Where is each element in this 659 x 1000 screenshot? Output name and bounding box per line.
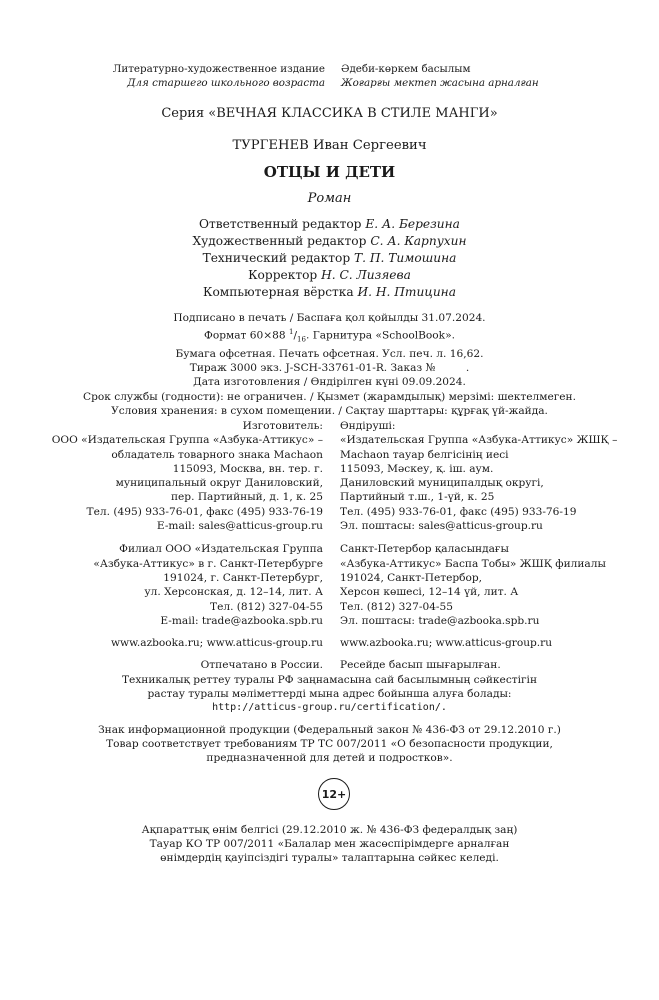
address-line: муниципальный округ Даниловский, — [115, 477, 323, 490]
info-product-ru — [0, 723, 659, 766]
info-line: өнімдердің қауіпсіздігі туралы» талаптарына сәйкес келеді. — [160, 852, 499, 865]
credit-line — [0, 250, 659, 267]
credit-line — [0, 284, 659, 301]
age-rating-badge: 12+ — [318, 778, 350, 810]
credit-line — [0, 216, 659, 233]
storage-conditions: Условия хранения: в сухом помещении. / Сақтау шарттары: құрғақ үй-жайда. — [111, 404, 548, 417]
printed-in-kz: Ресейде басып шығарылған. — [340, 659, 501, 672]
edition-type-kz: Әдеби-көркем басылым — [341, 63, 471, 75]
print-run-line: Тираж 3000 экз. J-SCH-33761-01-R. Заказ № . — [189, 362, 470, 375]
address-line: Херсон көшесі, 12–14 үй, лит. А — [340, 586, 519, 599]
book-title: ОТЦЫ И ДЕТИ — [263, 163, 396, 181]
manufacturer-kz — [332, 419, 659, 533]
address-line: Филиал ООО «Издательская Группа — [119, 543, 323, 556]
address-line: ул. Херсонская, д. 12–14, лит. А — [144, 586, 323, 599]
typeface-text: . Гарнитура «SchoolBook». — [305, 329, 455, 342]
email-line: E-mail: trade@azbooka.spb.ru — [160, 614, 323, 627]
email-line: Эл. поштасы: trade@azbooka.spb.ru — [340, 614, 540, 627]
address-line: Санкт-Петербор қаласындағы — [340, 543, 509, 556]
address-line: 191024, г. Санкт-Петербург, — [163, 571, 323, 584]
format-text: Формат 60×88 — [204, 329, 286, 342]
edition-type-ru: Литературно-художественное издание — [112, 63, 325, 75]
certification-line: растау туралы мәліметтерді мына адрес бойынша алуға болады: — [147, 688, 512, 701]
address-line: Партийный т.ш., 1-үй, к. 25 — [340, 491, 495, 504]
info-line: предназначенной для детей и подростков». — [206, 752, 453, 765]
info-line: Товар соответствует требованиям ТР ТС 007/2011 «О безопасности продукции, — [106, 738, 553, 751]
branch-ru — [0, 542, 332, 628]
credit-role: Корректор — [248, 268, 318, 282]
format-line: Формат 60×88 $^1/_{16}$. Гарнитура «SchoolBook». — [204, 328, 455, 344]
credit-role: Ответственный редактор — [199, 217, 362, 231]
address-line: «Азбука-Аттикус» в г. Санкт-Петербурге — [93, 557, 323, 570]
address-line: обладатель товарного знака Machaon — [111, 448, 323, 461]
email-line: Эл. поштасы: sales@atticus-group.ru — [340, 520, 543, 533]
signed-date: Подписано в печать / Баспаға қол қойылды 31.07.2024. — [173, 312, 486, 324]
credit-role: Компьютерная вёрстка — [203, 285, 354, 299]
credit-line — [0, 233, 659, 250]
genre-label: Роман — [307, 191, 352, 206]
service-life: Срок службы (годности): не ограничен. / Қызмет (жарамдылық) мерзімі: шектелмеген. — [83, 390, 576, 403]
manufacturer-block — [0, 419, 659, 673]
author-name: ТУРГЕНЕВ Иван Сергеевич — [232, 138, 427, 153]
credit-role: Художественный редактор — [192, 234, 367, 248]
address-line: «Издательская Группа «Азбука-Аттикус» ЖШҚ – — [340, 434, 618, 447]
credit-name: С. А. Карпухин — [370, 234, 467, 248]
format-numerator: 1 — [289, 328, 294, 337]
phone-line: Тел. (495) 933-76-01, факс (495) 933-76-19 — [340, 505, 577, 518]
credit-name: И. Н. Птицина — [357, 285, 456, 299]
paper-line: Бумага офсетная. Печать офсетная. Усл. печ. л. 16,62. — [175, 348, 484, 361]
website-ru[interactable]: www.azbooka.ru; www.atticus-group.ru — [110, 637, 323, 650]
credit-name: Е. А. Березина — [365, 217, 460, 231]
credit-line — [0, 267, 659, 284]
format-denominator: 16 — [297, 335, 306, 344]
address-line: 191024, Санкт-Петербор, — [340, 571, 483, 584]
address-line: пер. Партийный, д. 1, к. 25 — [170, 491, 323, 504]
phone-line: Тел. (812) 327-04-55 — [340, 600, 453, 613]
audience-ru: Для старшего школьного возраста — [127, 77, 325, 89]
address-line: «Азбука-Аттикус» Баспа Тобы» ЖШҚ филиалы — [340, 557, 606, 570]
manufacturer-label: Изготовитель: — [242, 420, 323, 432]
email-line: E-mail: sales@atticus-group.ru — [156, 520, 323, 533]
manufacturer-ru — [0, 419, 332, 533]
certification-line: Техникалық реттеу туралы РФ заңнамасына сай басылымның сәйкестігін — [121, 674, 538, 686]
branch-kz — [332, 542, 659, 628]
edition-header — [0, 62, 659, 90]
address-line: Machaon тауар белгісінің иесі — [340, 448, 509, 461]
credit-name: Н. С. Лизяева — [321, 268, 411, 282]
address-line: 115093, Москва, вн. тер. г. — [172, 462, 323, 475]
address-line: ООО «Издательская Группа «Азбука-Аттикус» – — [51, 434, 323, 447]
certification-info — [0, 673, 659, 716]
certification-link[interactable]: http://atticus-group.ru/certification/. — [212, 702, 447, 714]
info-line: Ақпараттық өнім белгісі (29.12.2010 ж. № 436-ФЗ федералдық заң) — [141, 824, 518, 836]
phone-line: Тел. (812) 327-04-55 — [210, 600, 323, 613]
address-line: Даниловский муниципалдық округі, — [340, 477, 544, 490]
credit-role: Технический редактор — [202, 251, 351, 265]
info-product-kz — [0, 823, 659, 866]
credit-name: Т. П. Тимошина — [354, 251, 457, 265]
editorial-credits — [0, 216, 659, 301]
manufacturer-label: Өндіруші: — [340, 420, 396, 432]
printed-in-ru: Отпечатано в России. — [200, 659, 323, 672]
phone-line: Тел. (495) 933-76-01, факс (495) 933-76-19 — [86, 505, 323, 518]
manufacture-date: Дата изготовления / Өндірілген күні 09.09.2024. — [193, 376, 466, 389]
audience-kz: Жоғарғы мектеп жасына арналған — [341, 77, 539, 89]
info-line: Знак информационной продукции (Федеральный закон № 436-ФЗ от 29.12.2010 г.) — [98, 724, 561, 736]
series-title: Серия «ВЕЧНАЯ КЛАССИКА В СТИЛЕ МАНГИ» — [161, 106, 498, 121]
website-kz[interactable]: www.azbooka.ru; www.atticus-group.ru — [340, 637, 553, 650]
address-line: 115093, Мәскеу, қ. іш. аум. — [340, 462, 494, 475]
info-line: Тауар КО ТР 007/2011 «Балалар мен жасөспірімдерге арналған — [149, 838, 510, 851]
technical-details — [0, 311, 659, 418]
